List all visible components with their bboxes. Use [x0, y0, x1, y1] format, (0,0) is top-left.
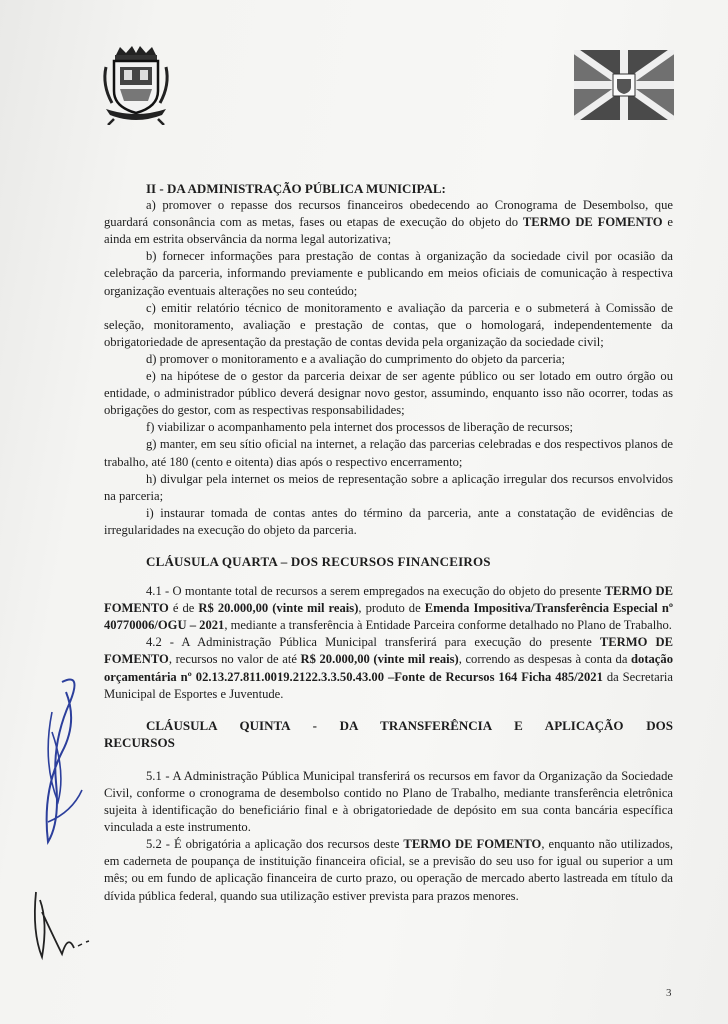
- municipal-flag-icon: [574, 50, 674, 120]
- paragraph-5-1: 5.1 - A Administração Pública Municipal transferirá os recursos em favor da Organização da Sociedade Civil, conforme o cronograma de desembolso contido no Plano de Trabalho, mediante transferência eletrônica sujeita à identificação do beneficiário final e à obrigatoriedade de depósito em sua conta bancária específica vinculada a este instrumento.: [104, 768, 673, 835]
- item-g: g) manter, em seu sítio oficial na internet, a relação das parcerias celebradas e dos respectivos planos de trabalho, até 180 (cento e oitenta) dias após o respectivo encerramento;: [104, 437, 673, 469]
- clause4-heading: CLÁUSULA QUARTA – DOS RECURSOS FINANCEIROS: [146, 553, 491, 569]
- handwritten-signature-icon: [22, 672, 112, 972]
- document-body: [104, 180, 673, 905]
- section-heading: II - DA ADMINISTRAÇÃO PÚBLICA MUNICIPAL:: [146, 181, 446, 196]
- item-i: i) instaurar tomada de contas antes do término da parceria, ante a constatação de evidências de irregularidades na execução do objeto da parceria.: [104, 505, 673, 537]
- clause5-heading: CLÁUSULA QUINTA - DA TRANSFERÊNCIA E APLICAÇÃO DOS RECURSOS: [104, 717, 673, 750]
- paragraph-4-1: 4.1 - O montante total de recursos a serem empregados na execução do objeto do presente TERMO DE FOMENTO é de R$ 20.000,00 (vinte mil reais), produto de Emenda Impositiva/Transferência Especial nº 40770006/OGU – 2021, mediante a transferência à Entidade Parceira conforme detalhado no Plano de Trabalho.: [104, 584, 673, 633]
- item-c: c) emitir relatório técnico de monitoramento e avaliação da parceria e o submeterá à Comissão de seleção, monitoramento, avaliação e prestação de contas, que o homologará, independentemente da obrigatoriedade de apresentação da prestação de contas devida pela organização da sociedade civil;: [104, 300, 673, 349]
- item-f: f) viabilizar o acompanhamento pela internet dos processos de liberação de recursos;: [146, 420, 573, 435]
- item-b: b) fornecer informações para prestação de contas à organização da sociedade civil por ocasião da celebração da parceria, informando previamente e publicando em meios oficiais de comunicação à respectiva organização eventuais alterações no seu conteúdo;: [104, 249, 673, 298]
- municipal-coat-of-arms-icon: [100, 45, 172, 125]
- item-d: d) promover o monitoramento e a avaliação do cumprimento do objeto da parceria;: [146, 351, 565, 366]
- paragraph-5-2: 5.2 - É obrigatória a aplicação dos recursos deste TERMO DE FOMENTO, enquanto não utilizados, em caderneta de poupança de instituição financeira oficial, se a previsão do seu uso for igual ou superior a um mês; ou em fundo de aplicação financeira de curto prazo, ou operação de mercado aberto lastreada em título da dívida pública federal, quando sua utilização estiver prevista para prazos menores.: [104, 837, 673, 903]
- item-a: a) promover o repasse dos recursos financeiros obedecendo ao Cronograma de Desembolso, que guardará consonância com as metas, fases ou etapas de execução do objeto do TERMO DE FOMENTO e ainda em estrita observância da norma legal autorizativa;: [104, 198, 673, 247]
- page-number: 3: [666, 987, 672, 999]
- item-e: e) na hipótese de o gestor da parceria deixar de ser agente público ou ser lotado em outro órgão ou entidade, o administrador público deverá designar novo gestor, assumindo, enquanto isso não ocorrer, todas as obrigações do gestor, com as respectivas responsabilidades;: [104, 369, 673, 418]
- paragraph-4-2: 4.2 - A Administração Pública Municipal transferirá para execução do presente TERMO DE FOMENTO, recursos no valor de até R$ 20.000,00 (vinte mil reais), correndo as despesas à conta da dotação orçamentária nº 02.13.27.811.0019.2122.3.3.50.43.00 –Fonte de Recursos 164 Ficha 485/2021 da Secretaria Municipal de Esportes e Juventude.: [104, 635, 673, 701]
- item-h: h) divulgar pela internet os meios de representação sobre a aplicação irregular dos recursos envolvidos na parceria;: [104, 471, 673, 503]
